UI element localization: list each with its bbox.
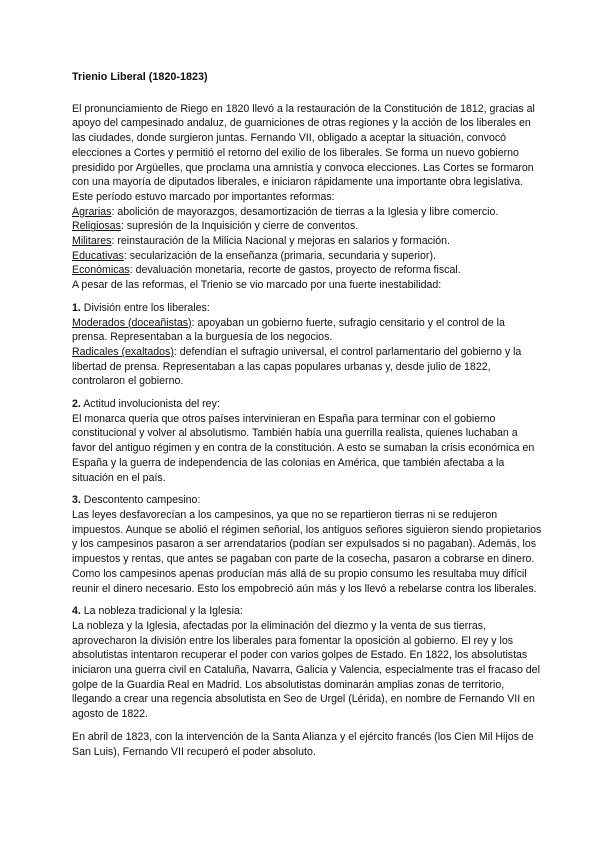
document-title: Trienio Liberal (1820-1823) [72, 71, 208, 83]
reform-text: : abolición de mayorazgos, desamortización de tierras a la Iglesia y libre comercio. [111, 205, 499, 218]
reform-label: Económicas [72, 264, 130, 277]
section-1-liberal-division [72, 301, 542, 389]
section-number: 4. [72, 605, 81, 618]
reform-text: : devaluación monetaria, recorte de gastos, proyecto de reforma fiscal. [129, 264, 461, 277]
reform-text: : reinstauración de la Milicia Nacional y mejoras en salarios y formación. [111, 235, 450, 248]
reform-label: Educativas [72, 249, 124, 262]
intro-paragraph: El pronunciamiento de Riego en 1820 llevó a la restauración de la Constitución de 1812, gracias al apoyo del campesinado andaluz, de guarniciones de otras regiones y la acción de los liberales en las ciudades, donde surgieron juntas. Fernando VII, obligado a aceptar la situación, convocó elecciones a Cortes y permitió el retorno del exilio de los liberales. Se forma un nuevo gobierno presidido por Argüelles, que proclama una amnistía y convoca elecciones. Las Cortes se formaron con una mayoría de diputados liberales, e iniciaron rápidamente una importante obra legislativa. [72, 102, 535, 189]
document-page [72, 70, 542, 759]
item-label: Radicales (exaltados) [72, 345, 174, 358]
reform-item-agrarias [72, 205, 542, 220]
reform-item-educativas [72, 249, 542, 264]
reform-item-militares [72, 234, 542, 249]
section-heading [72, 493, 542, 508]
section-number: 1. [72, 301, 81, 314]
section-2-king-attitude [72, 397, 542, 485]
reform-label: Agrarias [72, 205, 112, 218]
reforms-intro: Este período estuvo marcado por importantes reformas: [72, 190, 335, 203]
reform-item-economicas [72, 263, 542, 278]
section-body: Las leyes desfavorecían a los campesinos, ya que no se repartieron tierras ni se redujeron impuestos. Aunque se abolió el régimen señorial, los antiguos señores siguieron siendo propietarios y los campesinos pasaron a ser arrendatarios (podían ser expulsados si no pagaban). Además, los impuestos y rentas, que antes se pagaban con parte de la cosecha, pasaron a cobrarse en dinero. Como los campesinos apenas producían más allá de su propio consumo les resultaba muy difícil reunir el dinero necesario. Esto los empobreció aún más y los llevó a rebelarse contra los liberales. [72, 508, 542, 595]
section-heading [72, 604, 542, 619]
section-heading-text: División entre los liberales: [80, 301, 210, 314]
reform-text: : secularización de la enseñanza (primaria, secundaria y superior). [123, 249, 436, 262]
section-number: 2. [72, 398, 81, 411]
section-heading-text: La nobleza tradicional y la Iglesia: [80, 605, 243, 618]
section-4-nobility-church [72, 604, 542, 722]
section-item-radicales [72, 345, 542, 389]
reform-text: : supresión de la Inquisición y cierre de conventos. [120, 220, 359, 233]
section-body: El monarca quería que otros países intervinieran en España para terminar con el gobierno constitucional y volver al absolutismo. También había una guerrilla realista, quienes luchaban a favor del antiguo régimen y en contra de la constitución. A esto se sumaban la crisis económica en España y la guerra de independencia de las colonias en América, que también afectaba a la situación en el país. [72, 412, 535, 484]
section-body: La nobleza y la Iglesia, afectadas por la eliminación del diezmo y la venta de sus tierras, aprovecharon la división entre los liberales para fomentar la oposición al gobierno. El rey y los absolutistas intentaron recuperar el poder con varios golpes de Estado. En 1822, los absolutistas iniciaron una guerra civil en Cataluña, Navarra, Galicia y Valencia, especialmente tras el fracaso del golpe de la Guardia Real en Madrid. Los absolutistas dominarán amplias zonas de territorio, llegando a crear una regencia absolutista en Seo de Urgel (Lérida), en nombre de Fernando VII en agosto de 1822. [72, 619, 540, 721]
section-number: 3. [72, 494, 81, 507]
item-text: : defendían el sufragio universal, el control parlamentario del gobierno y la libertad de prensa. Representaban a las capas populares urbanas y, desde julio de 1822, controlaron el gobierno. [72, 345, 522, 388]
item-text: : apoyaban un gobierno fuerte, sufragio censitario y el control de la prensa. Representaban a la burguesía de los negocios. [72, 316, 505, 344]
reform-item-religiosas [72, 219, 542, 234]
reform-label: Militares [72, 235, 112, 248]
section-heading-text: Actitud involucionista del rey: [80, 398, 220, 411]
conclusion-paragraph: En abril de 1823, con la intervención de la Santa Alianza y el ejército francés (los Cien Mil Hijos de San Luis), Fernando VII recuperó el poder absoluto. [72, 730, 534, 758]
section-heading [72, 301, 542, 316]
section-heading-text: Descontento campesino: [80, 494, 201, 507]
instability-intro: A pesar de las reformas, el Trienio se vio marcado por una fuerte inestabilidad: [72, 279, 442, 292]
item-label: Moderados (doceañistas) [72, 316, 192, 329]
section-item-moderados [72, 316, 542, 345]
section-3-peasant-discontent [72, 493, 542, 596]
section-heading [72, 397, 542, 412]
reform-label: Religiosas [72, 220, 121, 233]
